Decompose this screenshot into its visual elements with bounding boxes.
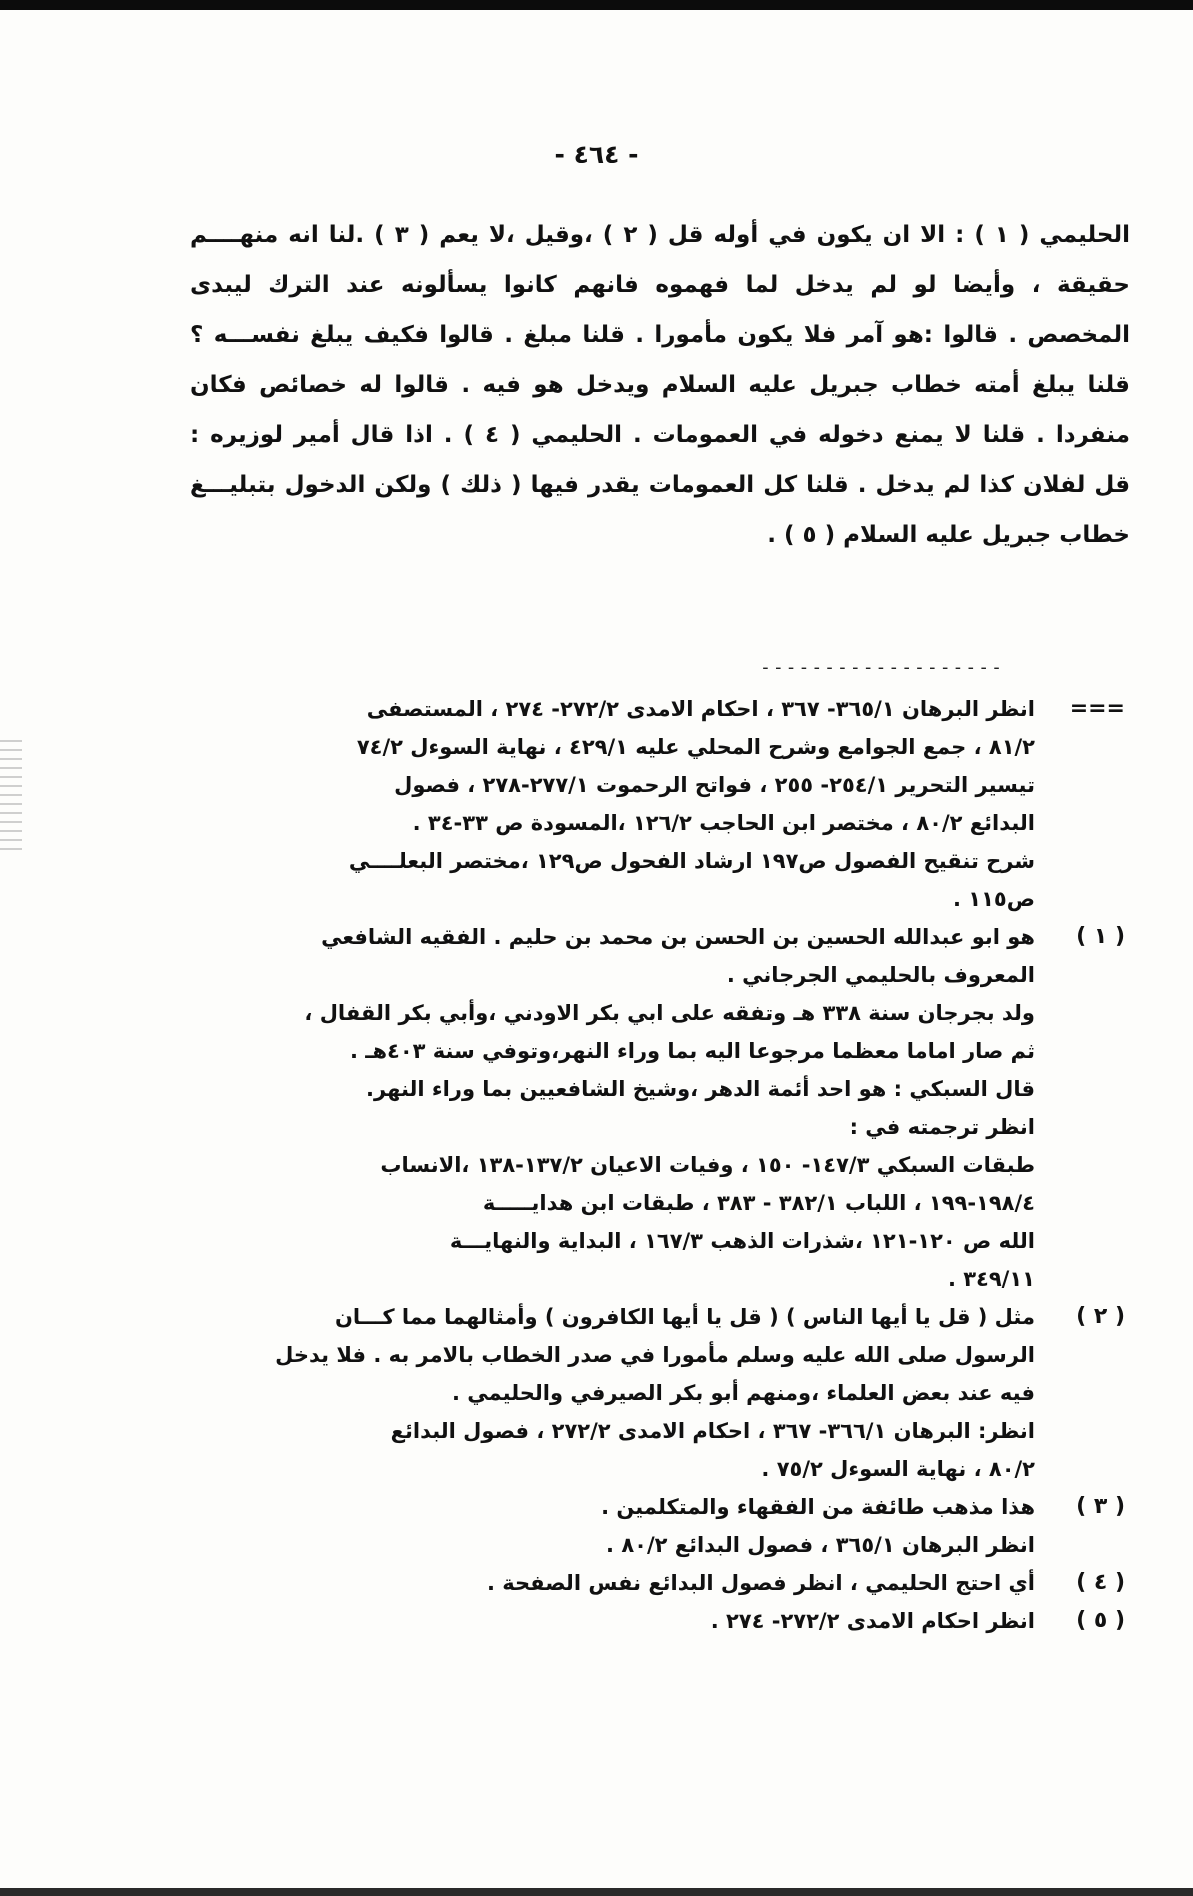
footnote-line: انظر البرهان ٣٦٥/١- ٣٦٧ ، احكام الامدى ٢٧٢/٢- ٢٧٤ ، المستصفى [366, 697, 1035, 721]
footnote-line: هو ابو عبدالله الحسين بن الحسن بن محمد بن حليم . الفقيه الشافعي [321, 925, 1035, 949]
body-line: المخصص . قالوا :هو آمر فلا يكون مأمورا . قلنا مبلغ . قالوا فكيف يبلغ نفســـه ؟ [190, 322, 1130, 348]
body-line: قلنا يبلغ أمته خطاب جبريل عليه السلام ويدخل هو فيه . قالوا له خصائص فكان [190, 372, 1130, 398]
footnote-line: قال السبكي : هو احد أئمة الدهر ،وشيخ الشافعيين بما وراء النهر. [366, 1077, 1035, 1101]
body-line: حقيقة ، وأيضا لو لم يدخل لما فهموه فانهم كانوا يسألونه عند الترك ليبدى [190, 272, 1130, 298]
footnote-line: ٣٤٩/١١ . [947, 1267, 1035, 1291]
footnote-marker: ( ٥ ) [1076, 1608, 1125, 1633]
footnote-line: أي احتج الحليمي ، انظر فصول البدائع نفس الصفحة . [486, 1571, 1035, 1595]
footnote-line: ولد بجرجان سنة ٣٣٨ هـ وتفقه على ابي بكر الاودني ،وأبي بكر القفال ، [304, 1001, 1035, 1025]
top-edge-shadow [0, 0, 1193, 10]
footnote-line: المعروف بالحليمي الجرجاني . [726, 963, 1035, 987]
footnote-line: البدائع ٨٠/٢ ، مختصر ابن الحاجب ١٢٦/٢ ،المسودة ص ٣٣-٣٤ . [412, 811, 1035, 835]
body-line: خطاب جبريل عليه السلام ( ٥ ) . [767, 522, 1130, 548]
footnote-line: انظر ترجمته في : [849, 1115, 1035, 1139]
footnote-line: تيسير التحرير ٢٥٤/١- ٢٥٥ ، فواتح الرحموت ٢٧٧/١-٢٧٨ ، فصول [394, 773, 1035, 797]
footnote-line: ٨٠/٢ ، نهاية السوءل ٧٥/٢ . [761, 1457, 1035, 1481]
footnote-line: مثل ( قل يا أيها الناس ) ( قل يا أيها الكافرون ) وأمثالهما مما كـــان [334, 1305, 1035, 1329]
body-line: منفردا . قلنا لا يمنع دخوله في العمومات . الحليمي ( ٤ ) . اذا قال أمير لوزيره : [190, 422, 1130, 448]
footnote-marker: ( ٤ ) [1076, 1570, 1125, 1595]
footnote-line: الله ص ١٢٠-١٢١ ،شذرات الذهب ١٦٧/٣ ، البداية والنهايـــة [449, 1229, 1035, 1253]
footnote-4 [155, 1564, 1125, 1602]
footnote-line: ثم صار اماما معظما مرجوعا اليه بما وراء النهر،وتوفي سنة ٤٠٣هـ . [350, 1039, 1035, 1063]
footnote-line: شرح تنقيح الفصول ص١٩٧ ارشاد الفحول ص١٢٩ ،مختصر البعلــــي [348, 849, 1035, 873]
footnote-3 [155, 1488, 1125, 1564]
footnotes [155, 690, 1125, 1640]
footnote-line: انظر البرهان ٣٦٥/١ ، فصول البدائع ٨٠/٢ . [606, 1533, 1035, 1557]
footnote-2 [155, 1298, 1125, 1488]
footnote-line: هذا مذهب طائفة من الفقهاء والمتكلمين . [601, 1495, 1035, 1519]
bottom-edge-shadow [0, 1888, 1193, 1896]
footnote-marker: ( ١ ) [1076, 924, 1125, 949]
scan-margin-marks [0, 740, 22, 850]
footnote-general [155, 690, 1125, 918]
footnote-line: انظر احكام الامدى ٢٧٢/٢- ٢٧٤ . [710, 1609, 1035, 1633]
page-number: - ٤٦٤ - [554, 140, 639, 169]
body-line: قل لفلان كذا لم يدخل . قلنا كل العمومات يقدر فيها ( ذلك ) ولكن الدخول بتبليـــغ [190, 472, 1130, 498]
footnote-line: ١٩٨/٤-١٩٩ ، اللباب ٣٨٢/١ - ٣٨٣ ، طبقات ابن هدايـــــة [482, 1191, 1035, 1215]
footnote-line: ص١١٥ . [953, 887, 1035, 911]
body-line: الحليمي ( ١ ) : الا ان يكون في أوله قل ( ٢ ) ،وقيل ،لا يعم ( ٣ ) .لنا انه منهــــم [190, 222, 1130, 248]
footnote-5 [155, 1602, 1125, 1640]
footnote-line: الرسول صلى الله عليه وسلم مأمورا في صدر الخطاب بالامر به . فلا يدخل [275, 1343, 1035, 1367]
footnote-line: ٨١/٢ ، جمع الجوامع وشرح المحلي عليه ٤٢٩/١ ، نهاية السوءل ٧٤/٢ [356, 735, 1035, 759]
footnote-marker: === [1069, 696, 1125, 721]
footnote-marker: ( ٢ ) [1076, 1304, 1125, 1329]
footnote-1 [155, 918, 1125, 1298]
main-text [190, 210, 1130, 560]
footnote-marker: ( ٣ ) [1076, 1494, 1125, 1519]
footnote-separator: ------------------- [760, 657, 1004, 678]
footnote-line: فيه عند بعض العلماء ،ومنهم أبو بكر الصيرفي والحليمي . [452, 1381, 1035, 1405]
footnote-line: انظر: البرهان ٣٦٦/١- ٣٦٧ ، احكام الامدى ٢٧٢/٢ ، فصول البدائع [390, 1419, 1035, 1443]
footnote-line: طبقات السبكي ١٤٧/٣- ١٥٠ ، وفيات الاعيان ١٣٧/٢-١٣٨ ،الانساب [380, 1153, 1035, 1177]
